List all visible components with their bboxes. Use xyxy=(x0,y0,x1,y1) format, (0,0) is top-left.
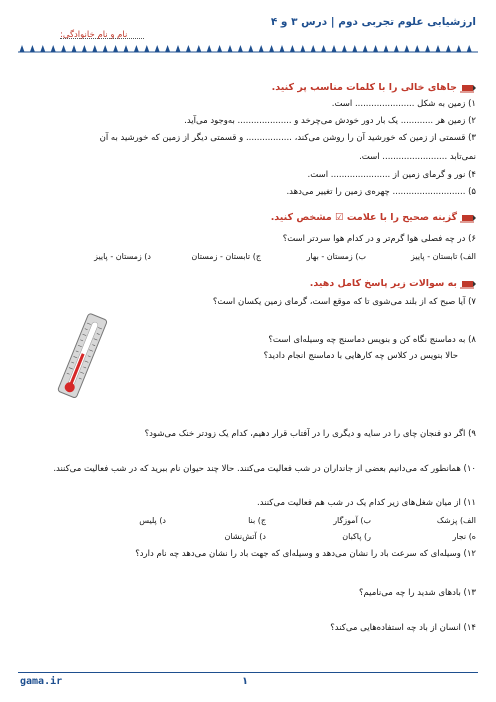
divider-triangle xyxy=(280,45,285,52)
question-8-part-b: حالا بنویس در کلاس چه کارهایی با دماسنج انجام دادید؟ xyxy=(263,351,458,361)
divider-triangle xyxy=(404,45,409,52)
section-multiple-choice-title xyxy=(271,212,476,223)
q11-option-2[interactable]: ب) آموزگار xyxy=(333,516,371,525)
divider-triangle xyxy=(446,45,451,52)
divider-triangle xyxy=(425,45,430,52)
divider-triangle xyxy=(40,45,45,52)
pencil-icon xyxy=(460,213,476,223)
divider-triangle xyxy=(144,45,149,52)
divider-triangle xyxy=(196,45,201,52)
option-d[interactable]: د) زمستان - پاییز xyxy=(94,252,151,261)
divider-triangle xyxy=(113,45,118,52)
question-3-line2: نمی‌تابد ........................ است. xyxy=(359,152,476,162)
divider-triangle xyxy=(332,45,337,52)
page-title: ارزشیابی علوم تجربی دوم | درس ۳ و ۴ xyxy=(270,16,476,28)
q11-option-3[interactable]: ج) بنا xyxy=(248,516,266,525)
q11-option-6[interactable]: ر) پاکبان xyxy=(342,532,371,541)
divider-triangle xyxy=(155,45,160,52)
question-3-line1: ۳) قسمتی از زمین که خورشید آن را روشن می‌کند، ................. و قسمتی دیگر از زمین که خورشید به آن xyxy=(99,133,476,143)
question-1: ۱) زمین به شکل ...................... است. xyxy=(331,99,476,109)
divider-triangle xyxy=(186,45,191,52)
divider-triangle xyxy=(72,45,77,52)
name-label: نام و نام خانوادگی: xyxy=(60,30,128,40)
divider-triangle xyxy=(51,45,56,52)
footer-site[interactable]: gama.ir xyxy=(20,676,63,687)
pencil-icon xyxy=(460,279,476,289)
section-full-answer-title xyxy=(310,278,476,289)
section-title-text: به سوالات زیر پاسخ کامل دهید. xyxy=(309,278,457,289)
divider-triangle xyxy=(300,45,305,52)
divider-triangle xyxy=(456,45,461,52)
divider-triangle xyxy=(342,45,347,52)
q11-option-4[interactable]: د) پلیس xyxy=(139,516,166,525)
question-9: ۹) اگر دو فنجان چای را در سایه و دیگری را در آفتاب قرار دهیم، کدام یک زودتر خنک می‌شود؟ xyxy=(144,429,476,439)
divider-triangle xyxy=(82,45,87,52)
divider-triangle xyxy=(92,45,97,52)
pencil-icon xyxy=(460,83,476,93)
divider-triangle xyxy=(134,45,139,52)
section-title-text: گزینه صحیح را با علامت ☑ مشخص کنید. xyxy=(270,212,457,223)
question-13: ۱۳) بادهای شدید را چه می‌نامیم؟ xyxy=(358,588,476,598)
divider-triangle xyxy=(61,45,66,52)
divider-triangle xyxy=(373,45,378,52)
header-divider xyxy=(18,42,478,56)
question-7: ۷) آیا صبح که از بلند می‌شوی تا که موقع است، گرمای زمین یکسان است؟ xyxy=(212,297,476,307)
divider-triangle xyxy=(259,45,264,52)
section-fill-blanks-title xyxy=(272,82,476,93)
question-8: ۸) به دماسنج نگاه کن و بنویس دماسنج چه وسیله‌ای است؟ xyxy=(268,335,476,345)
divider-triangle xyxy=(248,45,253,52)
thermometer-image xyxy=(48,310,118,405)
footer-divider xyxy=(18,672,478,673)
question-5: ۵) ........................... چهره‌ی زمین را تغییر می‌دهد. xyxy=(286,187,476,197)
option-b[interactable]: ب) زمستان - بهار xyxy=(306,252,366,261)
divider-triangle xyxy=(467,45,472,52)
question-4: ۴) نور و گرمای زمین از ...................... است. xyxy=(307,170,476,180)
divider-triangle xyxy=(103,45,108,52)
section-title-text: جاهای خالی را با کلمات مناسب پر کنید. xyxy=(271,82,457,93)
page-number: ۱ xyxy=(242,676,249,687)
question-11: ۱۱) از میان شغل‌های زیر کدام یک در شب هم فعالیت می‌کنند. xyxy=(257,498,476,508)
question-14: ۱۴) انسان از باد چه استفاده‌هایی می‌کند؟ xyxy=(330,623,476,633)
divider-triangle xyxy=(124,45,129,52)
divider-triangle xyxy=(207,45,212,52)
question-6: ۶) در چه فصلی هوا گرم‌تر و در کدام هوا سردتر است؟ xyxy=(282,234,476,244)
q11-option-5[interactable]: ه) نجار xyxy=(452,532,476,541)
divider-triangle xyxy=(321,45,326,52)
q11-option-7[interactable]: د) آتش‌نشان xyxy=(224,532,266,541)
question-12: ۱۲) وسیله‌ای که سرعت باد را نشان می‌دهد و وسیله‌ای که جهت باد را نشان می‌دهد چه نام دارد؟ xyxy=(135,549,476,559)
divider-triangle xyxy=(238,45,243,52)
divider-triangle xyxy=(311,45,316,52)
divider-triangle xyxy=(217,45,222,52)
divider-triangle xyxy=(352,45,357,52)
divider-triangle xyxy=(290,45,295,52)
divider-triangle xyxy=(30,45,35,52)
question-10: ۱۰) همانطور که می‌دانیم بعضی از جانداران در شب فعالیت می‌کنند. حالا چند حیوان نام ببرید که در شب فعالیت می‌کنند. xyxy=(53,464,476,474)
option-a[interactable]: الف) تابستان - پاییز xyxy=(410,252,476,261)
divider-triangle xyxy=(363,45,368,52)
divider-triangle xyxy=(228,45,233,52)
divider-triangle xyxy=(415,45,420,52)
q11-option-1[interactable]: الف) پزشک xyxy=(436,516,476,525)
divider-triangle xyxy=(269,45,274,52)
option-c[interactable]: ج) تابستان - زمستان xyxy=(191,252,261,261)
divider-triangle xyxy=(384,45,389,52)
divider-triangle xyxy=(394,45,399,52)
divider-triangle xyxy=(20,45,25,52)
divider-triangle xyxy=(176,45,181,52)
divider-triangle xyxy=(436,45,441,52)
question-2: ۲) زمین هر ............ یک بار دور خودش می‌چرخد و .................... به‌وجود می‌آید. xyxy=(184,116,476,126)
divider-triangle xyxy=(165,45,170,52)
name-blank[interactable] xyxy=(60,38,144,39)
